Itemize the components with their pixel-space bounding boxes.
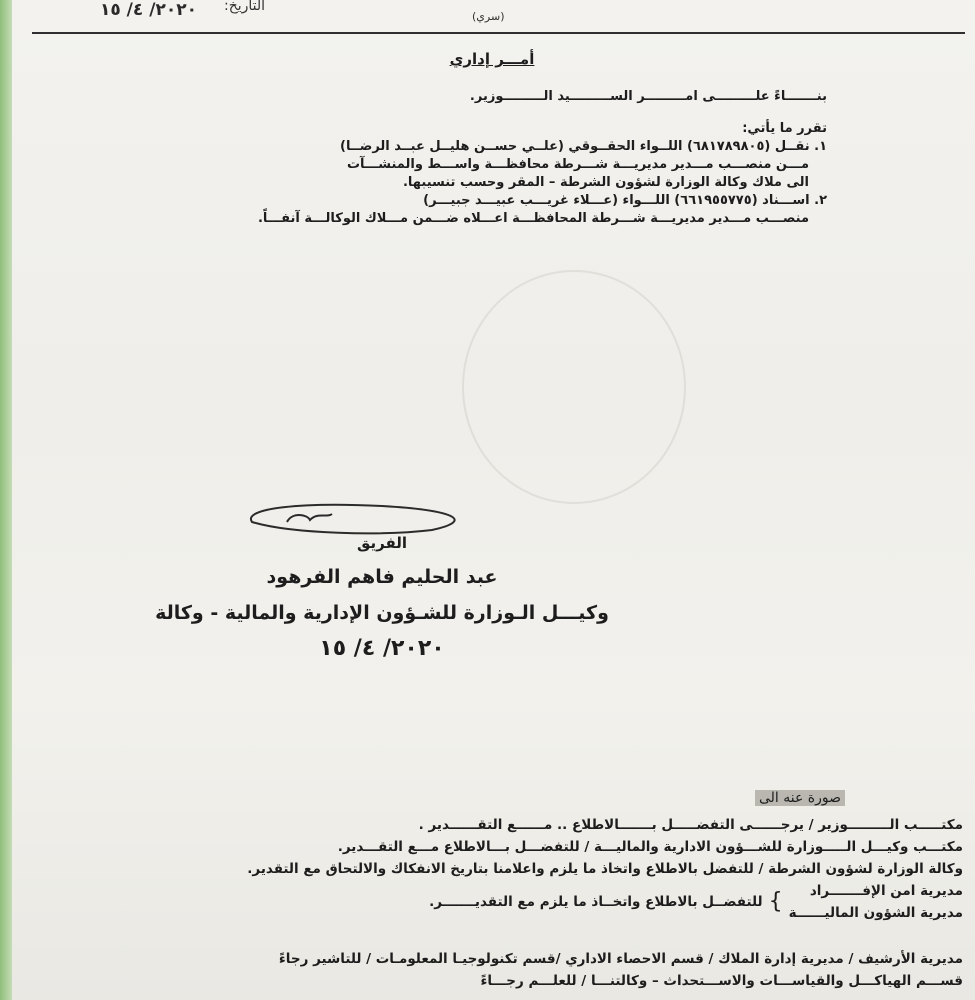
faint-watermark-seal bbox=[462, 270, 686, 504]
grouped-recipient-1: مديرية امن الإفـــــــراد bbox=[809, 883, 963, 899]
signatory-name: عبد الحليم فاهم الفرهود bbox=[266, 566, 498, 588]
document-page bbox=[12, 0, 975, 1000]
brace-symbol: } bbox=[768, 889, 783, 914]
document-title: أمـــر إداري bbox=[449, 50, 535, 68]
handwritten-signature bbox=[232, 500, 482, 536]
copy-tail-line-1: مديرية الأرشيف / مديرية إدارة الملاك / قسم الاحصاء الاداري /قسم تكنولوجيـا المعلومـات / للتاشير رجاءً bbox=[278, 951, 963, 967]
signature-date: ٢٠٢٠/ ٤/ ١٥ bbox=[319, 636, 445, 661]
copy-line-2: مكتـــب وكيـــل الـــــوزارة للشـــؤون الادارية والماليـــة / للتفضـــل بـــالاطلاع مـــع التقـــدير. bbox=[337, 839, 963, 855]
decision-block bbox=[107, 120, 827, 228]
copy-tail-line-2: قســـم الهياكـــل والقياســـات والاســـتحداث – وكالتنـــا / للعلـــم رجـــاءً bbox=[480, 973, 963, 989]
classification-label: (سري) bbox=[472, 10, 505, 23]
decided-label: تقرر ما يأتي: bbox=[742, 121, 827, 136]
copy-line-1: مكتـــــب الـــــــــوزير / يرجــــــى التفضـــــل بـــــــالاطلاع .. مــــــع التقــــــدير . bbox=[418, 817, 963, 833]
copies-label: صورة عنه الى bbox=[755, 790, 845, 806]
grouped-recipients bbox=[403, 880, 963, 924]
item-2-line-2: منصـــب مـــدير مديريـــة شـــرطة المحافظـــة اعـــلاه ضـــمن مـــلاك الوكالـــة آنفـــاً. bbox=[257, 211, 809, 226]
copies-list bbox=[23, 814, 963, 880]
item-1-line-3: الى ملاك وكالة الوزارة لشؤون الشرطة – المقر وحسب تنسيبها. bbox=[402, 175, 809, 190]
copies-tail bbox=[23, 948, 963, 992]
item-1-line-2: مـــن منصـــب مـــدير مديريـــة شـــرطة محافظـــة واســـط والمنشـــآت bbox=[346, 157, 809, 172]
header-divider bbox=[32, 32, 965, 34]
green-folder-edge bbox=[0, 0, 12, 1000]
item-2-line-1: ٢. اســـناد (٦٦١٩٥٥٧٧٥) اللـــواء (عـــلاء غريـــب عبيـــد جبيـــر) bbox=[423, 193, 827, 208]
copy-line-3: وكالة الوزارة لشؤون الشرطة / للتفضل بالاطلاع واتخاذ ما يلزم واعلامنا بتاريخ الانفكاك والالتحاق مع التقدير. bbox=[247, 861, 963, 877]
item-1-line-1: ١. نقــل (٦٨١٧٨٩٨٠٥) اللــواء الحقــوقي (علــي حســن هليــل عبــد الرضــا) bbox=[340, 139, 827, 154]
grouped-note: للتفضــل بالاطلاع واتخــاذ ما يلزم مع التقديـــــــر. bbox=[429, 894, 763, 910]
intro-line bbox=[107, 88, 827, 106]
intro-text: بنـــــــاءً علـــــــــى امـــــــــر الســـــــــيد الـــــــــوزير. bbox=[469, 89, 827, 104]
grouped-recipient-2: مديرية الشؤون الماليــــــة bbox=[788, 905, 963, 921]
header-date-value: ٢٠٢٠/ ٤/ ١٥ bbox=[100, 0, 197, 20]
signatory-position: وكيـــل الـوزارة للشـؤون الإدارية والمالية - وكالة bbox=[155, 602, 609, 624]
header-date-label: التاريخ: bbox=[224, 0, 266, 14]
signatory-rank: الفريق bbox=[356, 534, 408, 552]
